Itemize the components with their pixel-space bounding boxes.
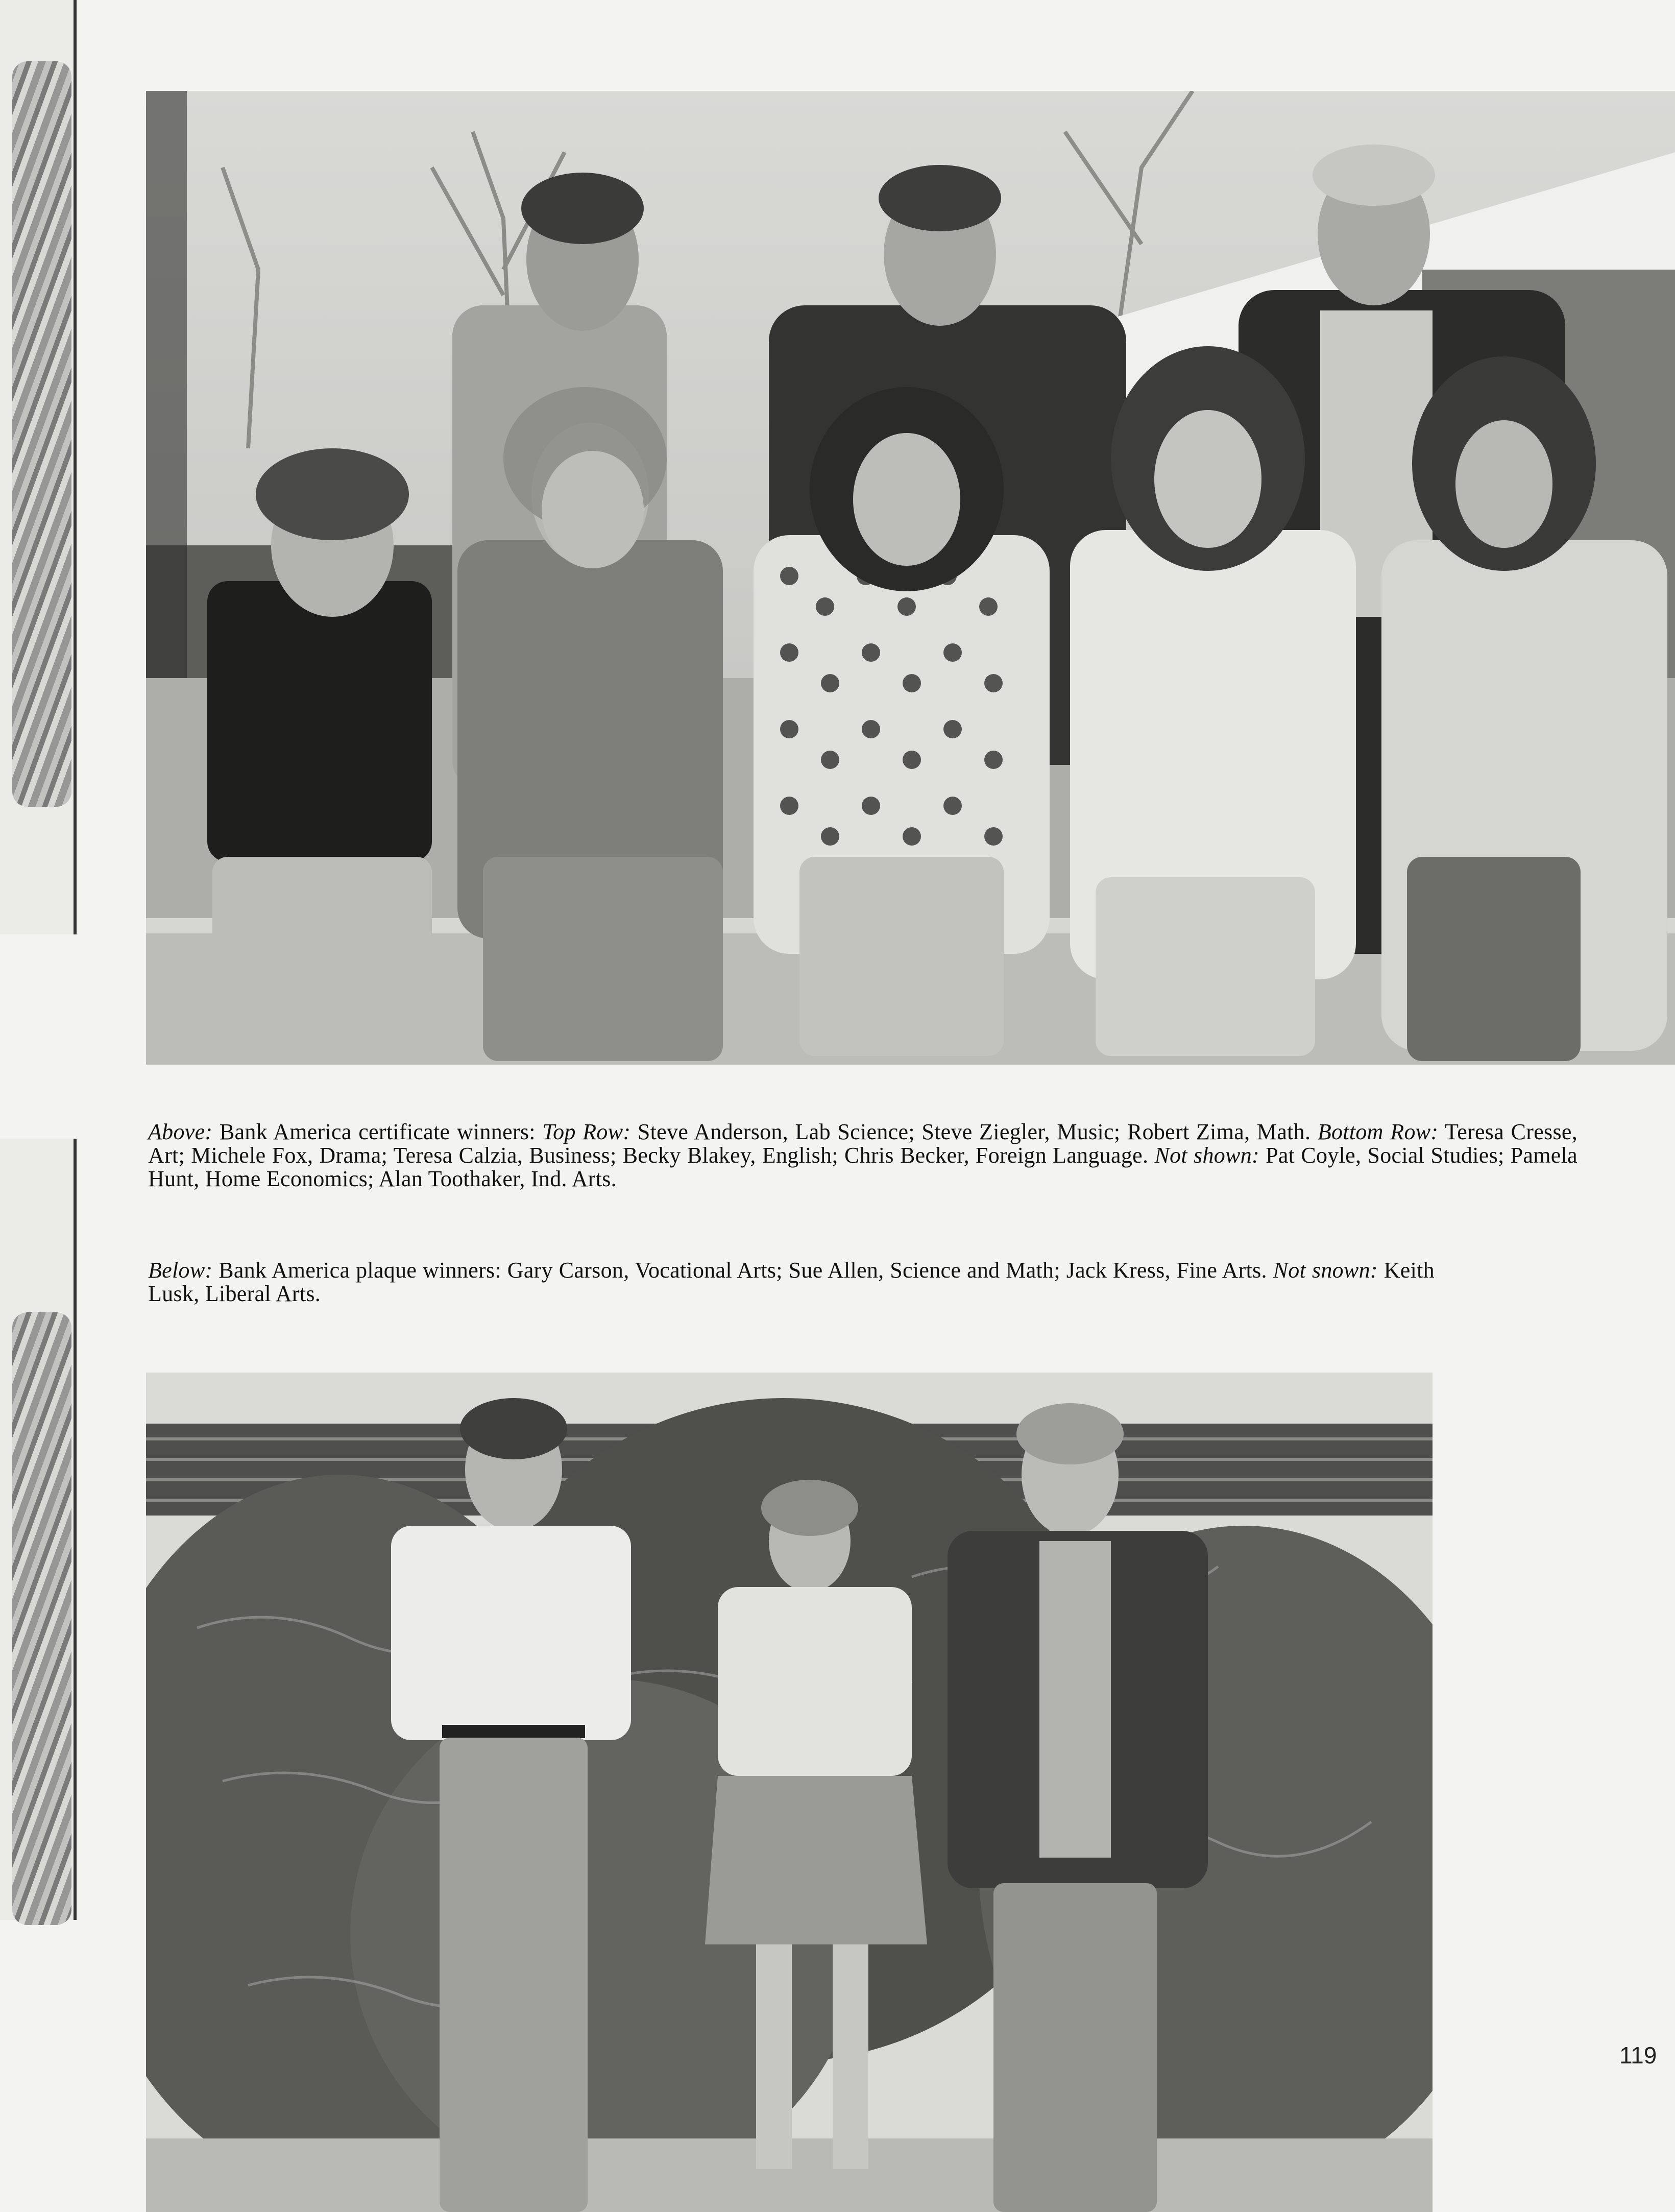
certificate-winners-photo-art — [146, 91, 1675, 1065]
plaque-winners-caption — [148, 1259, 1435, 1306]
facing-page-edge-middle — [0, 1139, 77, 1920]
facing-page-foliage — [12, 1312, 71, 1925]
not-shown-label: Not shown: — [1154, 1143, 1259, 1168]
not-shown-names: Pat Coyle, Social Studies; Pamela Hunt, Home Economics; Alan Toothaker, Ind. Arts. — [148, 1143, 1577, 1191]
certificate-winners-photo — [146, 91, 1675, 1065]
bottom-row-label: Bottom Row: — [1317, 1119, 1439, 1144]
plaque-winners-photo — [146, 1373, 1433, 2212]
top-row-names: Steve Anderson, Lab Science; Steve Ziegler, Music; Robert Zima, Math. — [637, 1119, 1311, 1144]
page-edge — [74, 1139, 77, 1920]
caption-intro: Bank America certificate winners: — [219, 1119, 536, 1144]
caption-lead-below: Below: — [148, 1258, 213, 1283]
not-shown-names-below: Keith Lusk, Liberal Arts. — [148, 1258, 1435, 1306]
bottom-row-names: Teresa Cresse, Art; Michele Fox, Drama; Teresa Calzia, Business; Becky Blakey, English; Chris Becker, Foreign Language. — [148, 1119, 1577, 1168]
page-number: 119 — [1619, 2042, 1657, 2069]
caption-lead-above: Above: — [148, 1119, 213, 1144]
top-row-label: Top Row: — [542, 1119, 631, 1144]
certificate-winners-caption — [148, 1120, 1577, 1191]
facing-page-edge-top — [0, 0, 77, 934]
plaque-winners-photo-art — [146, 1373, 1433, 2212]
plaque-winners-names: Bank America plaque winners: Gary Carson, Vocational Arts; Sue Allen, Science and Math; Jack Kress, Fine Arts. — [219, 1258, 1267, 1283]
page-edge — [74, 0, 77, 934]
facing-page-foliage — [12, 61, 71, 807]
not-shown-label-below: Not snown: — [1273, 1258, 1378, 1283]
